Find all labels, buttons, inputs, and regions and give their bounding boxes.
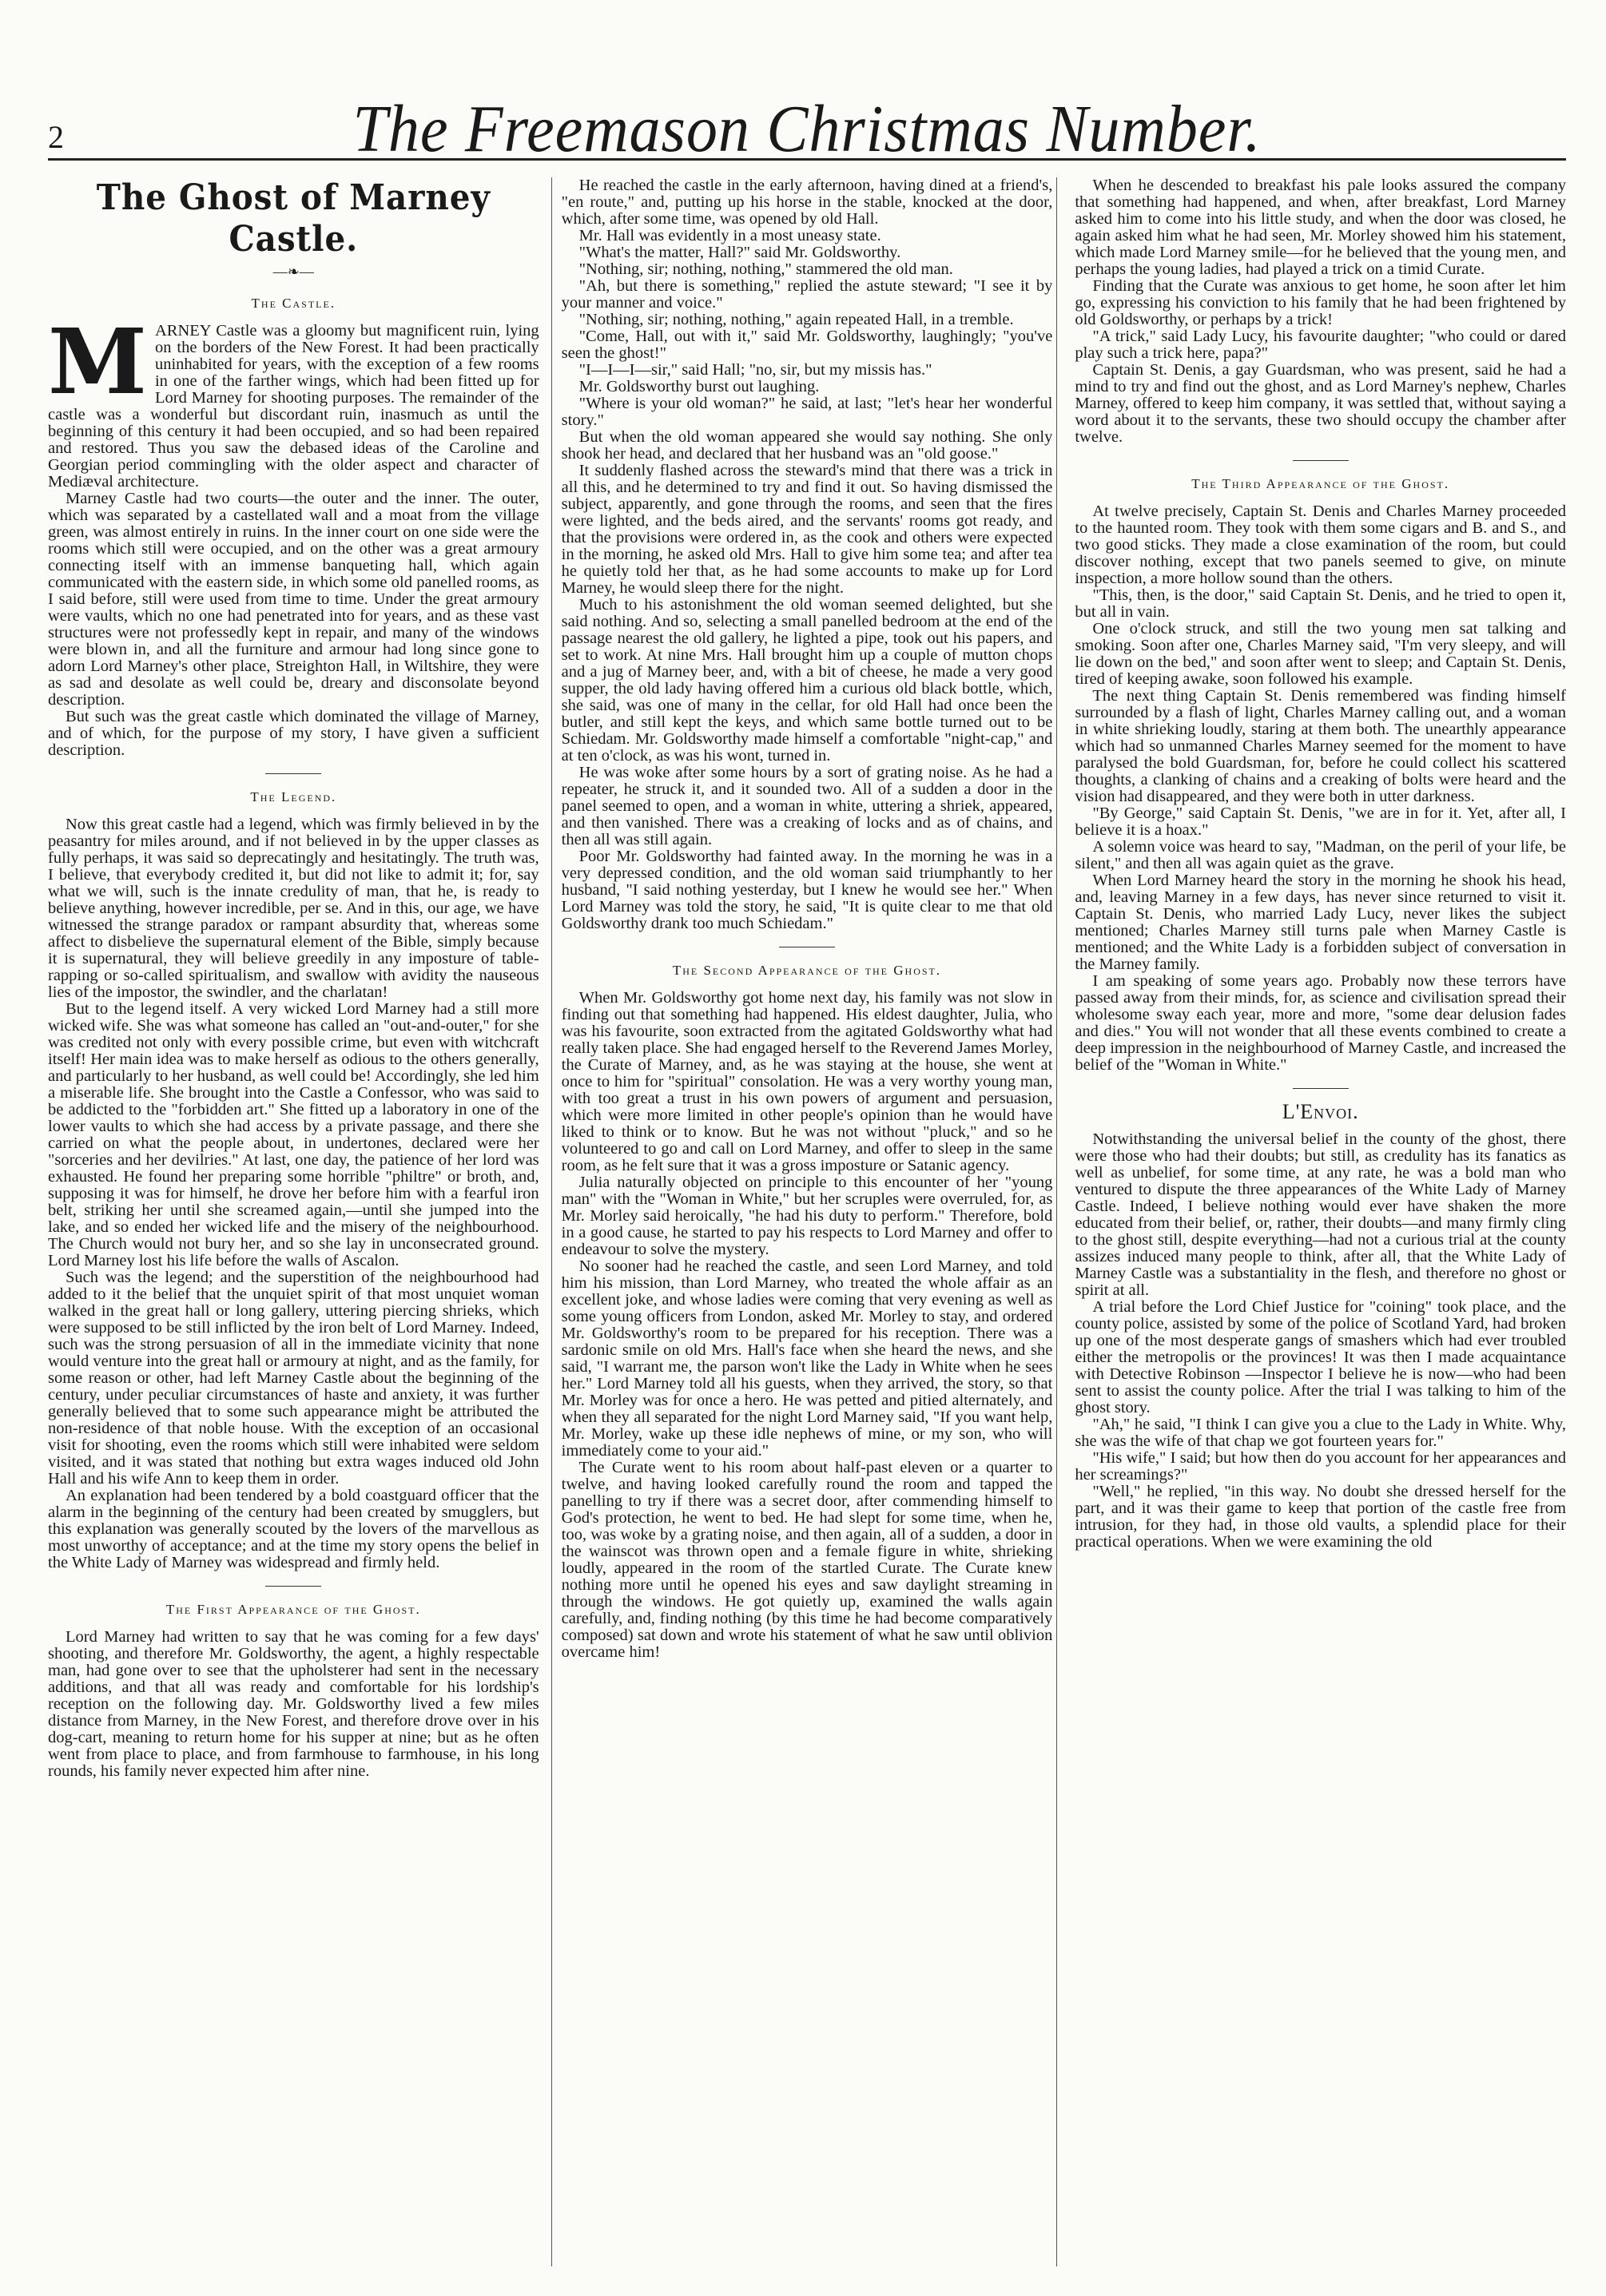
story-title: The Ghost of Marney Castle.: [96, 177, 491, 260]
paragraph: I am speaking of some years ago. Probably now these terrors have passed away from their minds, for, as science and civilisation spread their wholesome sway each year, more and more, "some dear delusion fades and dies." You will not wonder that all these events combined to create a deep impression in the neighbourhood of Marney Castle, and increased the belief of the "Woman in White.": [1075, 972, 1566, 1074]
paragraph: "Ah," he said, "I think I can give you a clue to the Lady in White. Why, she was the wife of that chap we got fourteen years for.": [1075, 1416, 1566, 1450]
section-heading: The Second Appearance of the Ghost.: [672, 963, 942, 978]
paragraph: "By George," said Captain St. Denis, "we are in for it. Yet, after all, I believe it is a hoax.": [1075, 804, 1566, 839]
paragraph: One o'clock struck, and still the two young men sat talking and smoking. Soon after one, Charles Marney said, "I'm very sleepy, and will lie down on the bed," and soon after went to sleep; and Captain St. Denis, tired of keeping awake, soon followed his example.: [1075, 620, 1566, 688]
paragraph: No sooner had he reached the castle, and seen Lord Marney, and told him his mission, than Lord Marney, who treated the whole affair as an excellent joke, and whose ladies were coming that very evening as well as some young officers from London, asked Mr. Morley to stay, and ordered Mr. Goldsworthy's room to be prepared for his reception. There was a sardonic smile on old Mrs. Hall's face when she heard the news, and she said, "I warrant me, the parson won't like the Lady in White when he sees her." Lord Marney told all his guests, when they arrived, the story, so that Mr. Morley was for once a hero. He was petted and pitied alternately, and when they all separated for the night Lord Marney said, "If you want help, Mr. Morley, wake up these idle nephews of mine, or my son, who will immediately come to your aid.": [561, 1257, 1053, 1460]
paragraph: When Mr. Goldsworthy got home next day, his family was not slow in finding out that something had happened. His eldest daughter, Julia, who was his favourite, soon extracted from the agitated Goldsworthy what had really taken place. She had engaged herself to the Reverend James Morley, the Curate of Marney, and, as he was staying at the house, she went at once to him for "spiritual" consolation. He was a very worthy young man, with too great a trust in his own powers of argument and persuasion, which were more limited in other people's opinion than he would have liked to think or to know. But he was not without "pluck," and so he volunteered to go and call on Lord Marney, and offer to sleep in the same room, as he felt sure that it was a gross imposture or Satanic agency.: [561, 989, 1053, 1174]
paragraph: "Nothing, sir; nothing, nothing," stammered the old man.: [578, 260, 953, 278]
paragraph: Mr. Goldsworthy burst out laughing.: [578, 378, 820, 395]
paragraph: Captain St. Denis, a gay Guardsman, who was present, said he had a mind to try and find out the ghost, and as Lord Marney's nephew, Charles Marney, offered to keep him company, it was settled that, without saying a word about it to the servants, these two should occupy the chamber after twelve.: [1075, 361, 1566, 446]
article-columns: [48, 177, 1566, 2270]
paragraph: "I—I—I—sir," said Hall; "no, sir, but my missis has.": [578, 361, 932, 379]
section-divider: [265, 773, 321, 774]
page-number: 2: [48, 119, 64, 155]
paragraph: Poor Mr. Goldsworthy had fainted away. In the morning he was in a very depressed condition, and the old woman said triumphantly to her husband, "I said nothing yesterday, but I knew he would see her." When Lord Marney was told the story, he said, "It is quite clear to me that old Goldsworthy drank too much Schiedam.": [561, 848, 1053, 932]
column-2: [562, 177, 1053, 2270]
paragraph: "Well," he replied, "in this way. No doubt she dressed herself for the part, and it was their game to keep that portion of the castle free from intrusion, for they had, in those old vaults, a splendid place for their practical operations. When we were examining the old: [1075, 1483, 1566, 1551]
paragraph: When Lord Marney heard the story in the morning he shook his head, and, leaving Marney in a few days, has never since returned to visit it. Captain St. Denis, who married Lady Lucy, never likes the subject mentioned; Charles Marney still turns pale when Marney Castle is mentioned; and the White Lady is a forbidden subject of conversation in the Marney family.: [1075, 872, 1566, 973]
paragraph: But when the old woman appeared she would say nothing. She only shook her head, and declared that her husband was an "old goose.": [561, 428, 1053, 463]
section-heading: L'Envoi.: [1282, 1100, 1359, 1123]
title-ornament: —❧—: [272, 264, 314, 280]
paragraph: MARNEY Castle was a gloomy but magnificent ruin, lying on the borders of the New Forest. It had been practically uninhabited for years, with the exception of a few rooms in one of the farther wings, which had been fitted up for Lord Marney for shooting purposes. The remainder of the castle was a wonderful but discordant ruin, inasmuch as until the beginning of this century it had been occupied, and so had been repaired and restored. Thus you saw the debased ideas of the Caroline and Georgian period commingling with the older aspect and character of Mediæval architecture.: [48, 310, 539, 491]
paragraph: At twelve precisely, Captain St. Denis and Charles Marney proceeded to the haunted room. They took with them some cigars and B. and S., and two good sticks. They made a close examination of the room, but could discover nothing, except that two panels seemed to give, on minute inspection, a more hollow sound than the others.: [1075, 502, 1566, 587]
section-divider: [1293, 460, 1349, 461]
paragraph: But such was the great castle which dominated the village of Marney, and of which, for the purpose of my story, I have given a sufficient description.: [48, 708, 539, 759]
section-divider: [265, 1586, 321, 1587]
paragraph: Marney Castle had two courts—the outer and the inner. The outer, which was separated by a castellated wall and a moat from the village green, was almost entirely in ruins. In the inner court on one side were the rooms which still were occupied, and on the other was a great armoury connecting itself with an immense banqueting hall, which again communicated with the eastern side, in which some old panelled rooms, as I said before, still were used from time to time. Under the great armoury were vaults, which no one had penetrated into for years, and as these vast structures were not professedly kept in repair, and many of the windows were blown in, and all the furniture and armour had long since gone to adorn Lord Marney's other place, Streighton Hall, in Wiltshire, they were as sad and desolate as well could be, dreary and disconsolate beyond description.: [48, 490, 539, 709]
paragraph: He reached the castle in the early afternoon, having dined at a friend's, "en route," and, putting up his horse in the stable, knocked at the door, which, after some time, was opened by old Hall.: [561, 177, 1053, 228]
paragraph: Julia naturally objected on principle to this encounter of her "young man" with the "Woman in White," but her scruples were overruled, for, as Mr. Morley said heroically, "he had his duty to perform." Therefore, bold in a good cause, he started to pay his respects to Lord Marney and offer to endeavour to solve the mystery.: [561, 1174, 1053, 1258]
column-3: [1075, 177, 1566, 2270]
column-1: [48, 177, 539, 2270]
paragraph: Much to his astonishment the old woman seemed delighted, but she said nothing. And so, selecting a small panelled bedroom at the end of the passage nearest the old gallery, he lighted a pipe, took out his papers, and set to work. At nine Mrs. Hall brought him up a couple of mutton chops and a jug of Marney beer, and, with a bit of cheese, he made a very good supper, the old lady having offered him a curious old black bottle, which, she said, was one of many in the cellar, for old Hall had once been the butler, and still kept the keys, and which same bottle turned out to be Schiedam. Mr. Goldsworthy made himself a comfortable "night-cap," and at ten o'clock, as was his wont, turned in.: [561, 596, 1053, 765]
section-heading: The Third Appearance of the Ghost.: [1191, 476, 1450, 491]
section-heading: The First Appearance of the Ghost.: [165, 1602, 421, 1617]
paragraph: "This, then, is the door," said Captain St. Denis, and he tried to open it, but all in vain.: [1075, 586, 1566, 621]
paragraph: The Curate went to his room about half-past eleven or a quarter to twelve, and having looked carefully round the room and tapped the panelling to try if there was a secret door, after commending himself to God's protection, he went to bed. He had slept for some time, when he, too, was woke by a grating noise, and then again, all of a sudden, a door in the wainscot was thrown open and a female figure in white, shrieking loudly, appeared in the room of the startled Curate. The Curate knew nothing more until he opened his eyes and saw daylight streaming in through the windows. He got quietly up, examined the walls again carefully, and, finding nothing (by this time he had become comparatively composed) sat down and wrote his statement of what he saw until oblivion overcame him!: [561, 1459, 1053, 1661]
paragraph: Lord Marney had written to say that he was coming for a few days' shooting, and therefore Mr. Goldsworthy, the agent, a highly respectable man, had gone over to see that the upholsterer had sent in the necessary additions, and that all was ready and comfortable for his lordship's reception on the following day. Mr. Goldsworthy lived a few miles distance from Marney, in the New Forest, and therefore drove over in his dog-cart, meaning to return home for his supper at nine; but as he often went from place to place, and from farmhouse to farmhouse, in his long rounds, his family never expected him after nine.: [48, 1628, 539, 1780]
section-divider: [1293, 1088, 1349, 1089]
paragraph: Mr. Hall was evidently in a most uneasy state.: [578, 227, 881, 244]
paragraph: "A trick," said Lady Lucy, his favourite daughter; "who could or dared play such a trick here, papa?": [1075, 328, 1566, 362]
paragraph: Finding that the Curate was anxious to get home, he soon after let him go, expressing his conviction to his family that he had been frightened by old Goldsworthy, or perhaps by a trick!: [1075, 277, 1566, 328]
paragraph: Notwithstanding the universal belief in the county of the ghost, there were those who had their doubts; but still, as credulity has its fanatics as well as unbelief, for some time, at any rate, he was a bold man who ventured to dispute the three appearances of the White Lady of Marney Castle. Indeed, I believe nothing would ever have shaken the more educated from their belief, or, rather, their doubts—and many firmly cling to the ghost still, despite everything—had not a curious trial at the county assizes induced many people to think, after all, that the White Lady of Marney Castle was a substantiality in the flesh, and therefore no ghost or spirit at all.: [1075, 1130, 1566, 1299]
paragraph: He was woke after some hours by a sort of grating noise. As he had a repeater, he struck it, and it sounded two. All of a sudden a door in the panel seemed to open, and a woman in white, uttering a shriek, appeared, and then vanished. There was a creaking of locks and as of chains, and then all was still again.: [561, 764, 1053, 848]
paragraph: "Nothing, sir; nothing, nothing," again repeated Hall, in a tremble.: [578, 311, 1014, 328]
paragraph: "Ah, but there is something," replied the astute steward; "I see it by your manner and voice.": [561, 277, 1053, 312]
paragraph: "His wife," I said; but how then do you account for her appearances and her screamings?": [1075, 1449, 1566, 1484]
paragraph: It suddenly flashed across the steward's mind that there was a trick in all this, and he determined to try and find it out. So having dismissed the subject, apparently, and gone through the rooms, and seen that the fires were lighted, and the beds aired, and the servants' rooms got ready, and that the provisions were ordered in, as the cook and others were expected in the morning, he asked old Mrs. Hall to give him some tea; and after tea he quietly told her that, as he had some accounts to make up for Lord Marney, he would sleep there for the night.: [561, 462, 1053, 597]
paragraph: "Come, Hall, out with it," said Mr. Goldsworthy, laughingly; "you've seen the ghost!": [561, 328, 1053, 362]
paragraph: "What's the matter, Hall?" said Mr. Goldsworthy.: [578, 244, 901, 261]
paragraph: An explanation had been tendered by a bold coastguard officer that the alarm in the beginning of the century had been created by smugglers, but this explanation was generally scouted by the lovers of the marvellous as most unworthy of acceptance; and at the time my story opens the belief in the White Lady of Marney was widespread and firmly held.: [48, 1487, 539, 1571]
paragraph: "Where is your old woman?" he said, at last; "let's hear her wonderful story.": [561, 395, 1053, 429]
paragraph: Such was the legend; and the superstition of the neighbourhood had added to it the belief that the unquiet spirit of that most unquiet woman walked in the great hall or long gallery, uttering piercing shrieks, which were supposed to be still inflicted by the iron belt of Lord Marney. Indeed, such was the strong persuasion of all in the immediate vicinity that none would venture into the great hall or armoury at night, and as the family, for some reason or other, had left Marney Castle about the beginning of the century, under peculiar circumstances of haste and anxiety, it was further generally believed that to some such appearance might be attributed the non-residence of that noble house. With the exception of an occasional visit for shooting, even the rooms which still were inhabited were seldom visited, and it was stated that nothing but extra wages induced old John Hall and his wife Ann to keep them in order.: [48, 1269, 539, 1488]
section-heading: The Legend.: [250, 789, 337, 804]
section-heading: The Castle.: [251, 296, 336, 311]
masthead-title: The Freemason Christmas Number.: [352, 92, 1262, 166]
drop-cap: M: [48, 310, 147, 415]
paragraph: When he descended to breakfast his pale looks assured the company that something had happened, and when, after breakfast, Lord Marney asked him to come into his little study, and when the door was closed, he again asked him what he had seen, Mr. Morley showed him his statement, which made Lord Marney smile—for he believed that the young men, and perhaps the young ladies, had played a trick on a timid Curate.: [1075, 177, 1566, 278]
paragraph: A solemn voice was heard to say, "Madman, on the peril of your life, be silent," and then all was again quiet as the grave.: [1075, 838, 1566, 872]
paragraph: Now this great castle had a legend, which was firmly believed in by the peasantry for miles around, and if not believed in by the upper classes as fully perhaps, it was said so deprecatingly and hesitatingly. The truth was, I believe, that everybody credited it, but did not like to admit it; for, say what we will, such is the innate credulity of man, that he, is ready to believe anything, however incredible, per se. And in this, our age, we have witnessed the strange paradox or rampant absurdity that, whereas some affect to disbelieve the supernatural element of the Bible, simply because it is supernatural, they will believe greedily in any imposture of table-rapping or so-called spiritualism, and swallow with avidity the nauseous lies of the impostor, the swindler, and the charlatan!: [48, 816, 539, 1001]
paragraph: A trial before the Lord Chief Justice for "coining" took place, and the county police, assisted by some of the police of Scotland Yard, had broken up one of the most desperate gangs of smashers which had ever troubled either the metropolis or the provinces! It was then I made acquaintance with Detective Robinson —Inspector I believe he is now—who had been sent to assist the county police. After the trial I was talking to him of the ghost story.: [1075, 1298, 1566, 1416]
page-header: [48, 70, 1566, 166]
paragraph: But to the legend itself. A very wicked Lord Marney had a still more wicked wife. She was what someone has called an "out-and-outer," for she was credited not only with every possible crime, but even with witchcraft itself! Her main idea was to make herself as odious to the others generally, and particularly to her husband, as well could be! Accordingly, she led him a miserable life. She brought into the Castle a Confessor, who was said to be addicted to the "forbidden art." She fitted up a laboratory in one of the lower vaults to which she had access by a private passage, and there she carried on what the people about, in undertones, declared were her "sorceries and her devilries." At last, one day, the patience of her lord was exhausted. He found her preparing some horrible "philtre" or broth, and, supposing it was for himself, he drove her before him with a fearful iron belt, striking her until she screamed again,—until she jumped into the lake, and so ended her wicked life and the misery of the neighbourhood. The Church would not bury her, and so she lay in unconsecrated ground. Lord Marney lost his life before the walls of Ascalon.: [48, 1000, 539, 1269]
paragraph: The next thing Captain St. Denis remembered was finding himself surrounded by a flash of light, Charles Marney calling out, and a woman in white shrieking loudly, staring at them both. The unearthly appearance which had so unmanned Charles Marney seemed for the moment to have paralysed the bold Guardsman, for, before he could collect his scattered thoughts, a clanking of chains and a creaking of bolts were heard and the vision had disappeared, and they were both in utter darkness.: [1075, 687, 1566, 805]
